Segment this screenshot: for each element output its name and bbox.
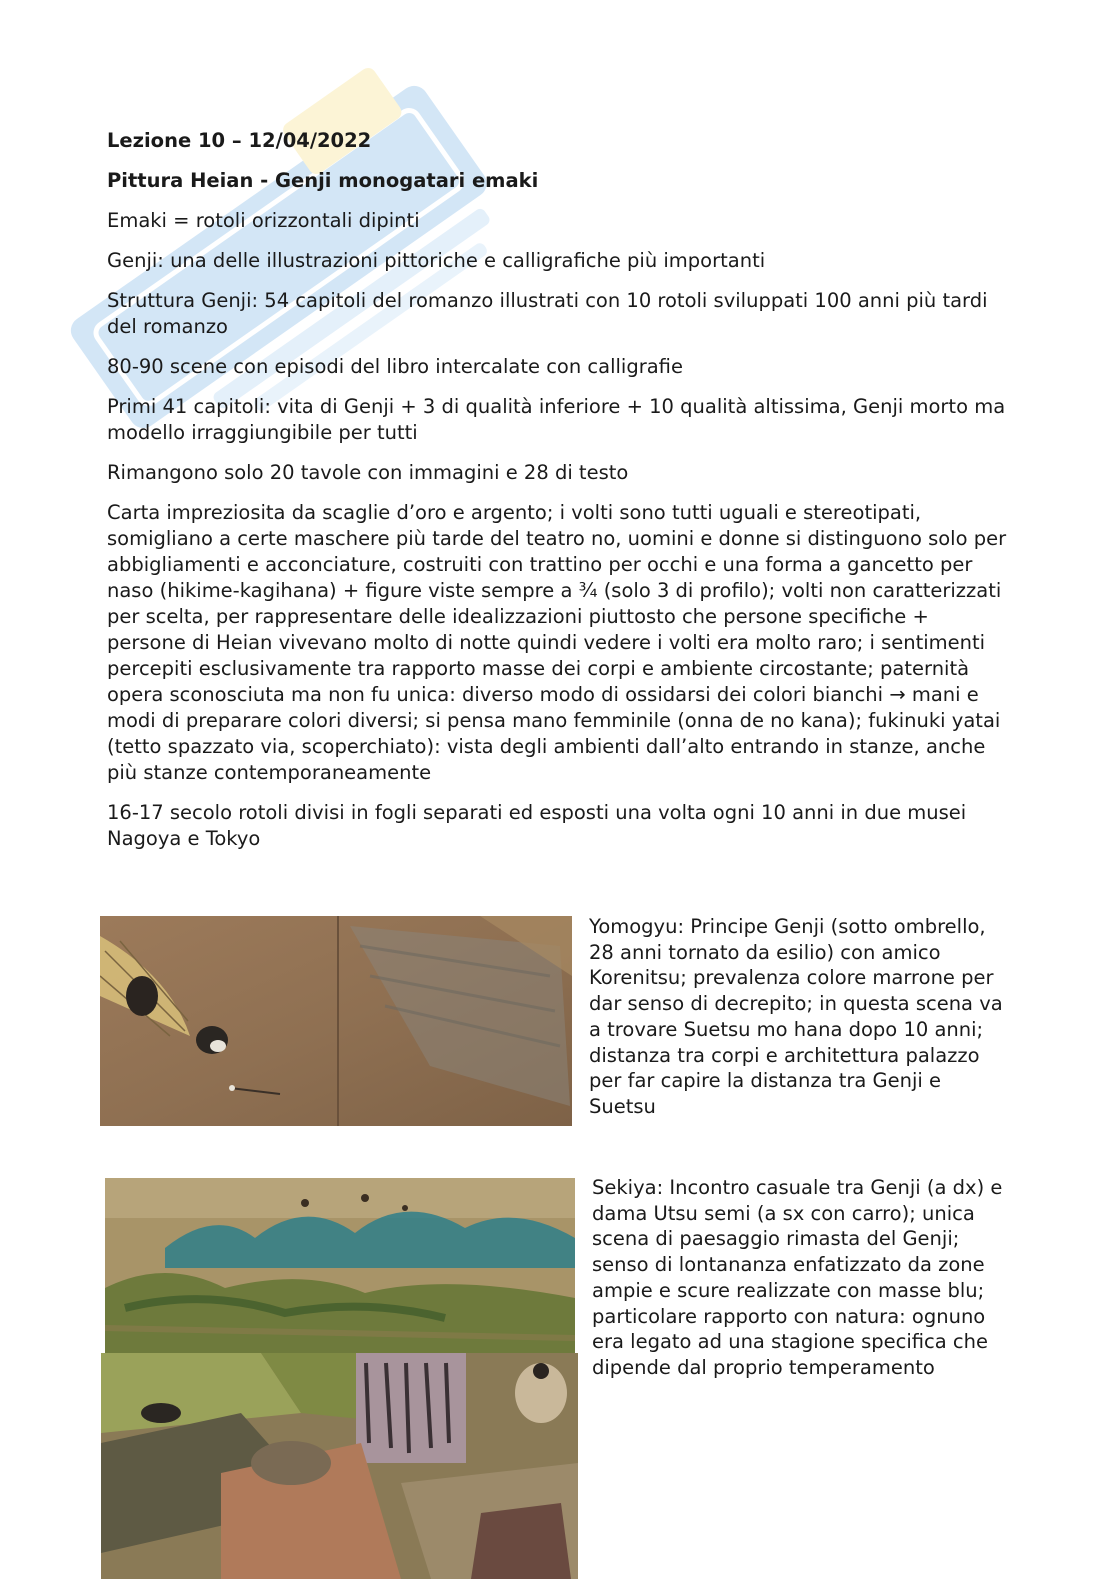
paragraph: 16-17 secolo rotoli divisi in fogli separati ed esposti una volta ogni 10 anni in due musei Nagoya e Tokyo bbox=[107, 801, 967, 850]
section-subtitle: Pittura Heian - Genji monogatari emaki bbox=[107, 169, 539, 192]
yomogyu-caption: Yomogyu: Principe Genji (sotto ombrello, 28 anni tornato da esilio) con amico Korenitsu; prevalenza colore marrone per dar senso di decrepito; in questa scena va a trovare Suetsu mo hana dopo 10 anni; distanza tra corpi e architettura palazzo per far capire la distanza tra Genji e Suetsu bbox=[589, 915, 1003, 1118]
paragraph: Genji: una delle illustrazioni pittoriche e calligrafiche più importanti bbox=[107, 249, 766, 272]
paragraph: Carta impreziosita da scaglie d’oro e argento; i volti sono tutti uguali e stereotipati, somigliano a certe maschere più tarde del teatro no, uomini e donne si distinguono solo per abbigliamenti e acconciature, costruiti con trattino per occhi e una forma a gancetto per naso (hikime-kagihana) + figure viste sempre a ¾ (solo 3 di profilo); volti non caratterizzati per scelta, per rappresentare delle idealizzazioni piuttosto che persone specifiche + persone di Heian vivevano molto di notte quindi vedere i volti era molto raro; i sentimenti percepiti esclusivamente tra rapporto masse dei corpi e ambiente circostante; paternità opera sconosciuta ma non fu unica: diverso modo di ossidarsi dei colori bianchi → mani e modi di preparare colori diversi; si pensa mano femminile (onna de no kana); fukinuki yatai (tetto spazzato via, scoperchiato): vista degli ambienti dall’alto entrando in stanze, anche più stanze contemporaneamente bbox=[107, 501, 1007, 784]
paragraph: 80-90 scene con episodi del libro intercalate con calligrafie bbox=[107, 355, 683, 378]
sekiya-caption: Sekiya: Incontro casuale tra Genji (a dx) e dama Utsu semi (a sx con carro); unica scena di paesaggio rimasta del Genji; senso di lontananza enfatizzato da zone ampie e scure realizzate con masse blu; particolare rapporto con natura: ognuno era legato ad una stagione specifica che dipende dal proprio temperamento bbox=[592, 1176, 1003, 1379]
yomogyu-painting bbox=[100, 916, 572, 1126]
paragraph: Primi 41 capitoli: vita di Genji + 3 di qualità inferiore + 10 qualità altissima, Genji morto ma modello irraggiungibile per tutti bbox=[107, 395, 1006, 444]
sekiya-landscape-painting bbox=[105, 1178, 575, 1358]
paragraph: Struttura Genji: 54 capitoli del romanzo illustrati con 10 rotoli sviluppati 100 anni più tardi del romanzo bbox=[107, 289, 988, 338]
lesson-title: Lezione 10 – 12/04/2022 bbox=[107, 129, 372, 152]
paragraph: Emaki = rotoli orizzontali dipinti bbox=[107, 209, 420, 232]
document-body bbox=[107, 128, 1007, 866]
paragraph: Rimangono solo 20 tavole con immagini e 28 di testo bbox=[107, 461, 629, 484]
sekiya-interior-painting bbox=[101, 1353, 578, 1579]
